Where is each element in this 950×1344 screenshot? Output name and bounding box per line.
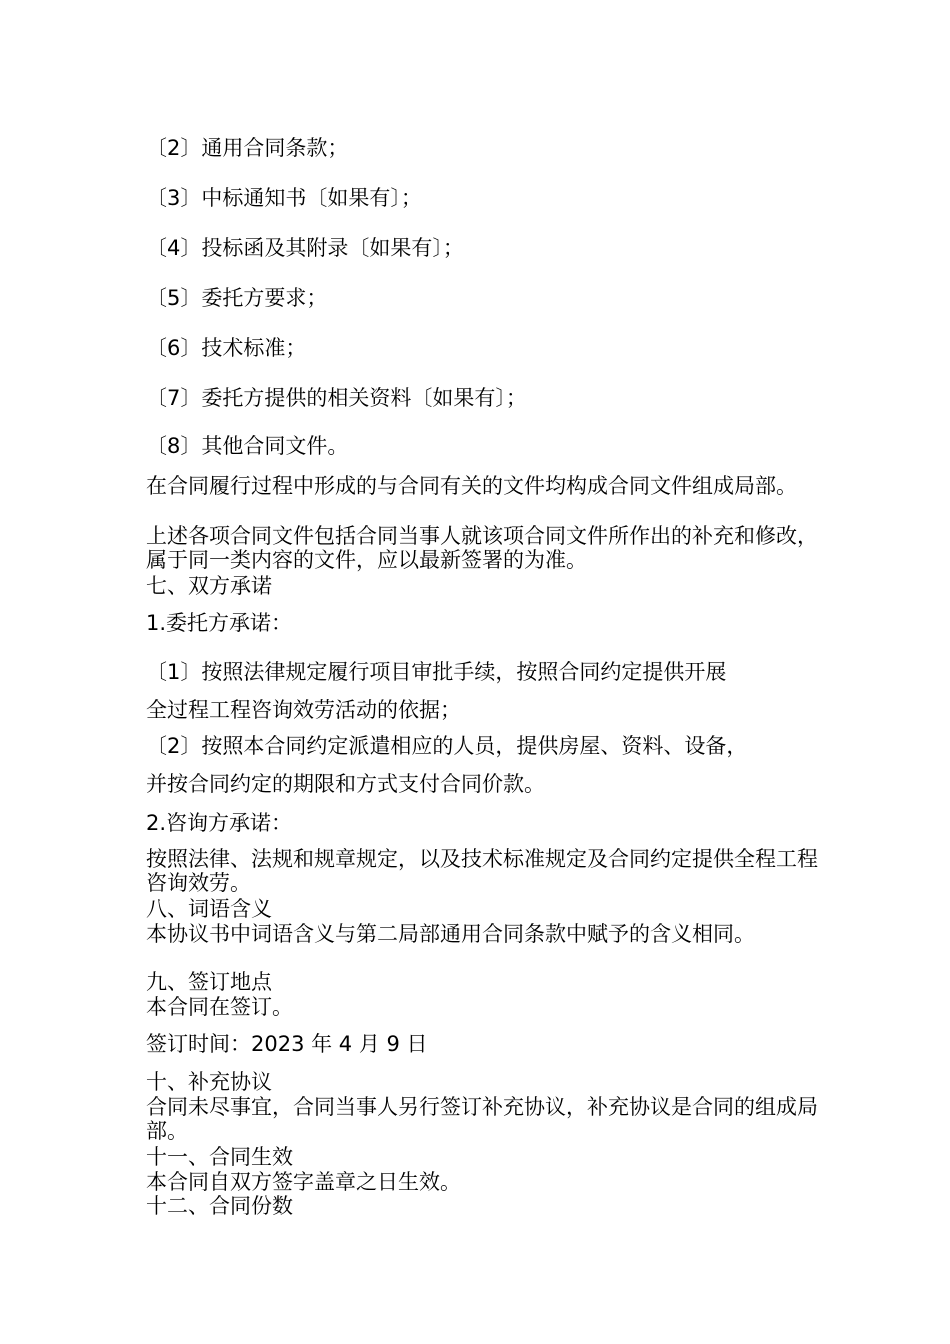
subsection-heading: 1.委托方承诺： xyxy=(146,611,293,635)
paragraph-supplement: 上述各项合同文件包括合同当事人就该项合同文件所作出的补充和修改，属于同一类内容的文件，应以最新签署的为准。 xyxy=(146,524,818,572)
list-item: 〔5〕委托方要求； xyxy=(146,286,328,310)
subsection-heading: 2.咨询方承诺： xyxy=(146,811,293,835)
paragraph-place: 本合同在签订。 xyxy=(146,995,293,1019)
list-item: 〔4〕投标函及其附录〔如果有〕； xyxy=(146,236,464,260)
paragraph-effect: 本合同自双方签字盖章之日生效。 xyxy=(146,1170,461,1194)
section-heading: 八、词语含义 xyxy=(146,897,272,921)
section-heading: 九、签订地点 xyxy=(146,970,272,994)
list-item: 〔7〕委托方提供的相关资料〔如果有〕； xyxy=(146,386,527,410)
list-item: 〔6〕技术标准； xyxy=(146,336,307,360)
paragraph-line: 〔1〕按照法律规定履行项目审批手续，按照合同约定提供开展 xyxy=(146,660,727,684)
paragraph-line: 全过程工程咨询效劳活动的依据； xyxy=(146,698,461,722)
section-heading: 七、双方承诺 xyxy=(146,574,272,598)
paragraph-consultant: 按照法律、法规和规章规定，以及技术标准规定及合同约定提供全程工程咨询效劳。 xyxy=(146,847,818,895)
list-item: 〔8〕其他合同文件。 xyxy=(146,434,349,458)
paragraph-performance: 在合同履行过程中形成的与合同有关的文件均构成合同文件组成局部。 xyxy=(146,474,797,498)
paragraph-line: 〔2〕按照本合同约定派遣相应的人员，提供房屋、资料、设备， xyxy=(146,734,748,758)
list-item: 〔3〕中标通知书〔如果有〕； xyxy=(146,186,422,210)
sign-date: 签订时间：2023 年 4 月 9 日 xyxy=(146,1032,428,1056)
paragraph-line: 并按合同约定的期限和方式支付合同价款。 xyxy=(146,772,545,796)
section-heading: 十二、合同份数 xyxy=(146,1194,293,1218)
list-item: 〔2〕通用合同条款； xyxy=(146,136,349,160)
paragraph-definitions: 本协议书中词语含义与第二局部通用合同条款中赋予的含义相同。 xyxy=(146,922,755,946)
section-heading: 十、补充协议 xyxy=(146,1070,272,1094)
paragraph-supplementary: 合同未尽事宜，合同当事人另行签订补充协议，补充协议是合同的组成局部。 xyxy=(146,1095,818,1143)
section-heading: 十一、合同生效 xyxy=(146,1145,293,1169)
